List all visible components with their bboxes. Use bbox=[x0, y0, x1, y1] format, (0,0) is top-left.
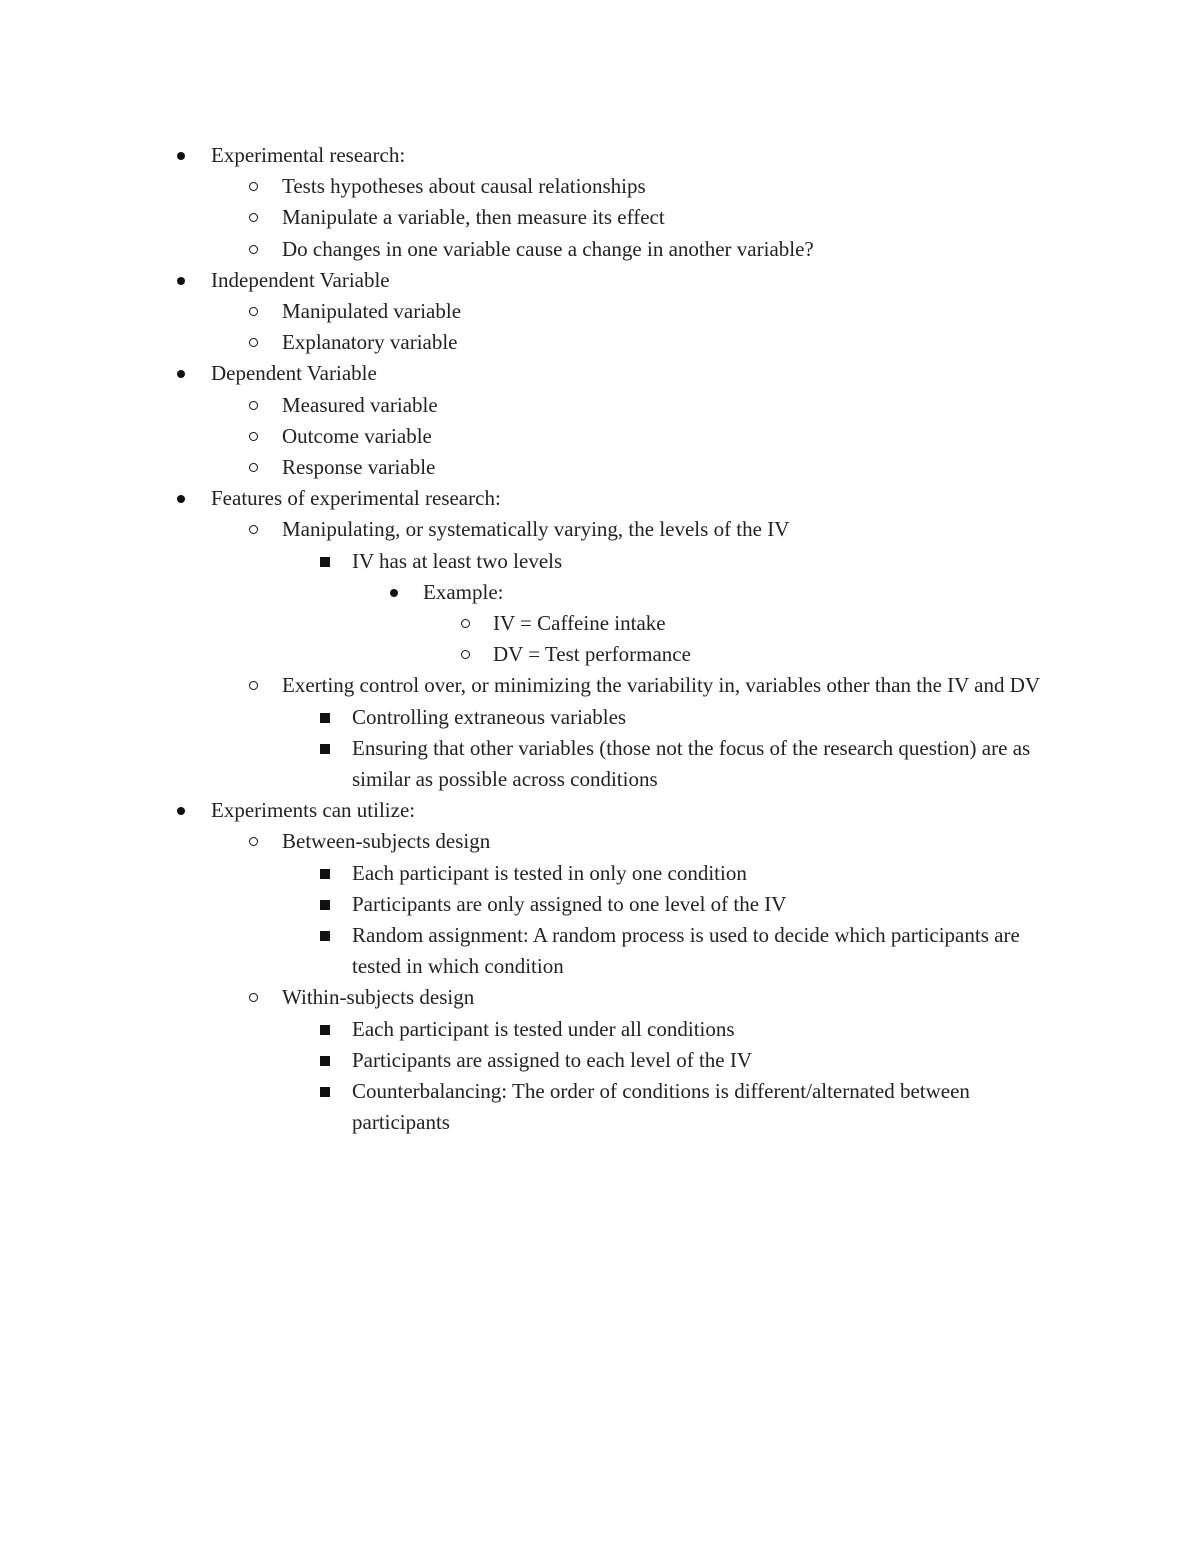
list-item bbox=[0, 733, 1057, 795]
item-text: Participants are assigned to each level of the IV bbox=[352, 1047, 753, 1072]
item-text: DV = Test performance bbox=[493, 642, 691, 667]
list-item bbox=[0, 982, 1052, 1013]
list-item bbox=[0, 514, 1052, 545]
bullet-square-icon bbox=[320, 900, 330, 910]
item-text: Exerting control over, or minimizing the variability in, variables other than the IV and DV bbox=[282, 673, 1041, 698]
list-item bbox=[0, 452, 1052, 483]
list-item bbox=[0, 546, 1057, 577]
item-text: Features of experimental research: bbox=[211, 486, 501, 511]
list-item bbox=[0, 795, 1051, 826]
list-item bbox=[0, 639, 1063, 670]
list-item bbox=[0, 358, 1051, 389]
item-text: Ensuring that other variables (those not the focus of the research question) are as similar as possible across conditions bbox=[352, 735, 1031, 792]
list-item bbox=[0, 608, 1063, 639]
list-item bbox=[0, 421, 1052, 452]
bullet-disc-icon bbox=[177, 495, 185, 503]
item-text: Within-subjects design bbox=[282, 985, 475, 1010]
item-text: Response variable bbox=[282, 455, 436, 480]
item-text: Manipulating, or systematically varying, the levels of the IV bbox=[282, 517, 790, 542]
list-item bbox=[0, 670, 1052, 701]
item-text: Dependent Variable bbox=[211, 361, 377, 386]
bullet-disc-icon bbox=[177, 277, 185, 285]
item-text: Do changes in one variable cause a change in another variable? bbox=[282, 236, 814, 261]
bullet-circle-icon bbox=[249, 681, 258, 690]
item-text: Outcome variable bbox=[282, 423, 432, 448]
bullet-circle-icon bbox=[249, 837, 258, 846]
item-text: Between-subjects design bbox=[282, 829, 491, 854]
list-item bbox=[0, 140, 1051, 171]
bullet-circle-icon bbox=[249, 993, 258, 1002]
notes-outline bbox=[0, 140, 1200, 1139]
bullet-disc-icon bbox=[177, 370, 185, 378]
bullet-circle-icon bbox=[249, 463, 258, 472]
item-text: Manipulated variable bbox=[282, 299, 462, 324]
item-text: Each participant is tested in only one condition bbox=[352, 860, 747, 885]
item-text: Counterbalancing: The order of conditions is different/alternated between participants bbox=[352, 1079, 970, 1135]
item-text: Controlling extraneous variables bbox=[352, 704, 627, 729]
item-text: Tests hypotheses about causal relationships bbox=[282, 174, 646, 199]
bullet-circle-icon bbox=[249, 525, 258, 534]
bullet-circle-icon bbox=[249, 401, 258, 410]
bullet-circle-icon bbox=[249, 245, 258, 254]
list-item bbox=[0, 702, 1057, 733]
list-item bbox=[0, 1014, 1057, 1045]
list-item bbox=[0, 390, 1052, 421]
bullet-disc-icon bbox=[177, 807, 185, 815]
list-item bbox=[0, 483, 1051, 514]
list-item bbox=[0, 577, 1063, 608]
item-text: Measured variable bbox=[282, 392, 438, 417]
item-text: Experimental research: bbox=[211, 143, 406, 167]
bullet-circle-icon bbox=[249, 432, 258, 441]
item-text: Explanatory variable bbox=[282, 330, 458, 355]
bullet-square-icon bbox=[320, 1025, 330, 1035]
bullet-circle-icon bbox=[249, 182, 258, 191]
list-item bbox=[0, 265, 1051, 296]
bullet-square-icon bbox=[320, 1056, 330, 1066]
list-item bbox=[0, 171, 1052, 202]
list-item bbox=[0, 202, 1052, 233]
item-text: Experiments can utilize: bbox=[211, 798, 416, 823]
bullet-square-icon bbox=[320, 744, 330, 754]
bullet-square-icon bbox=[320, 1087, 330, 1097]
list-item bbox=[0, 889, 1057, 920]
bullet-circle-icon bbox=[249, 338, 258, 347]
item-text: Independent Variable bbox=[211, 267, 390, 292]
list-item bbox=[0, 826, 1052, 857]
bullet-disc-icon bbox=[390, 589, 398, 597]
list-item bbox=[0, 1045, 1057, 1076]
bullet-square-icon bbox=[320, 713, 330, 723]
bullet-circle-icon bbox=[249, 307, 258, 316]
bullet-square-icon bbox=[320, 931, 330, 941]
bullet-circle-icon bbox=[249, 213, 258, 222]
bullet-square-icon bbox=[320, 557, 330, 567]
list-item bbox=[0, 296, 1052, 327]
item-text: Example: bbox=[423, 579, 504, 604]
list-item bbox=[0, 920, 1057, 982]
item-text: Random assignment: A random process is used to decide which participants are tested in which condition bbox=[352, 923, 1020, 979]
bullet-circle-icon bbox=[461, 650, 470, 659]
list-item bbox=[0, 234, 1052, 265]
item-text: Each participant is tested under all conditions bbox=[352, 1016, 735, 1041]
bullet-square-icon bbox=[320, 869, 330, 879]
item-text: Participants are only assigned to one level of the IV bbox=[352, 891, 787, 916]
item-text: IV = Caffeine intake bbox=[493, 611, 666, 636]
item-text: Manipulate a variable, then measure its effect bbox=[282, 205, 665, 230]
bullet-circle-icon bbox=[461, 619, 470, 628]
bullet-disc-icon bbox=[177, 152, 185, 160]
item-text: IV has at least two levels bbox=[352, 548, 563, 573]
list-item bbox=[0, 1076, 1057, 1138]
list-item bbox=[0, 858, 1057, 889]
list-item bbox=[0, 327, 1052, 358]
